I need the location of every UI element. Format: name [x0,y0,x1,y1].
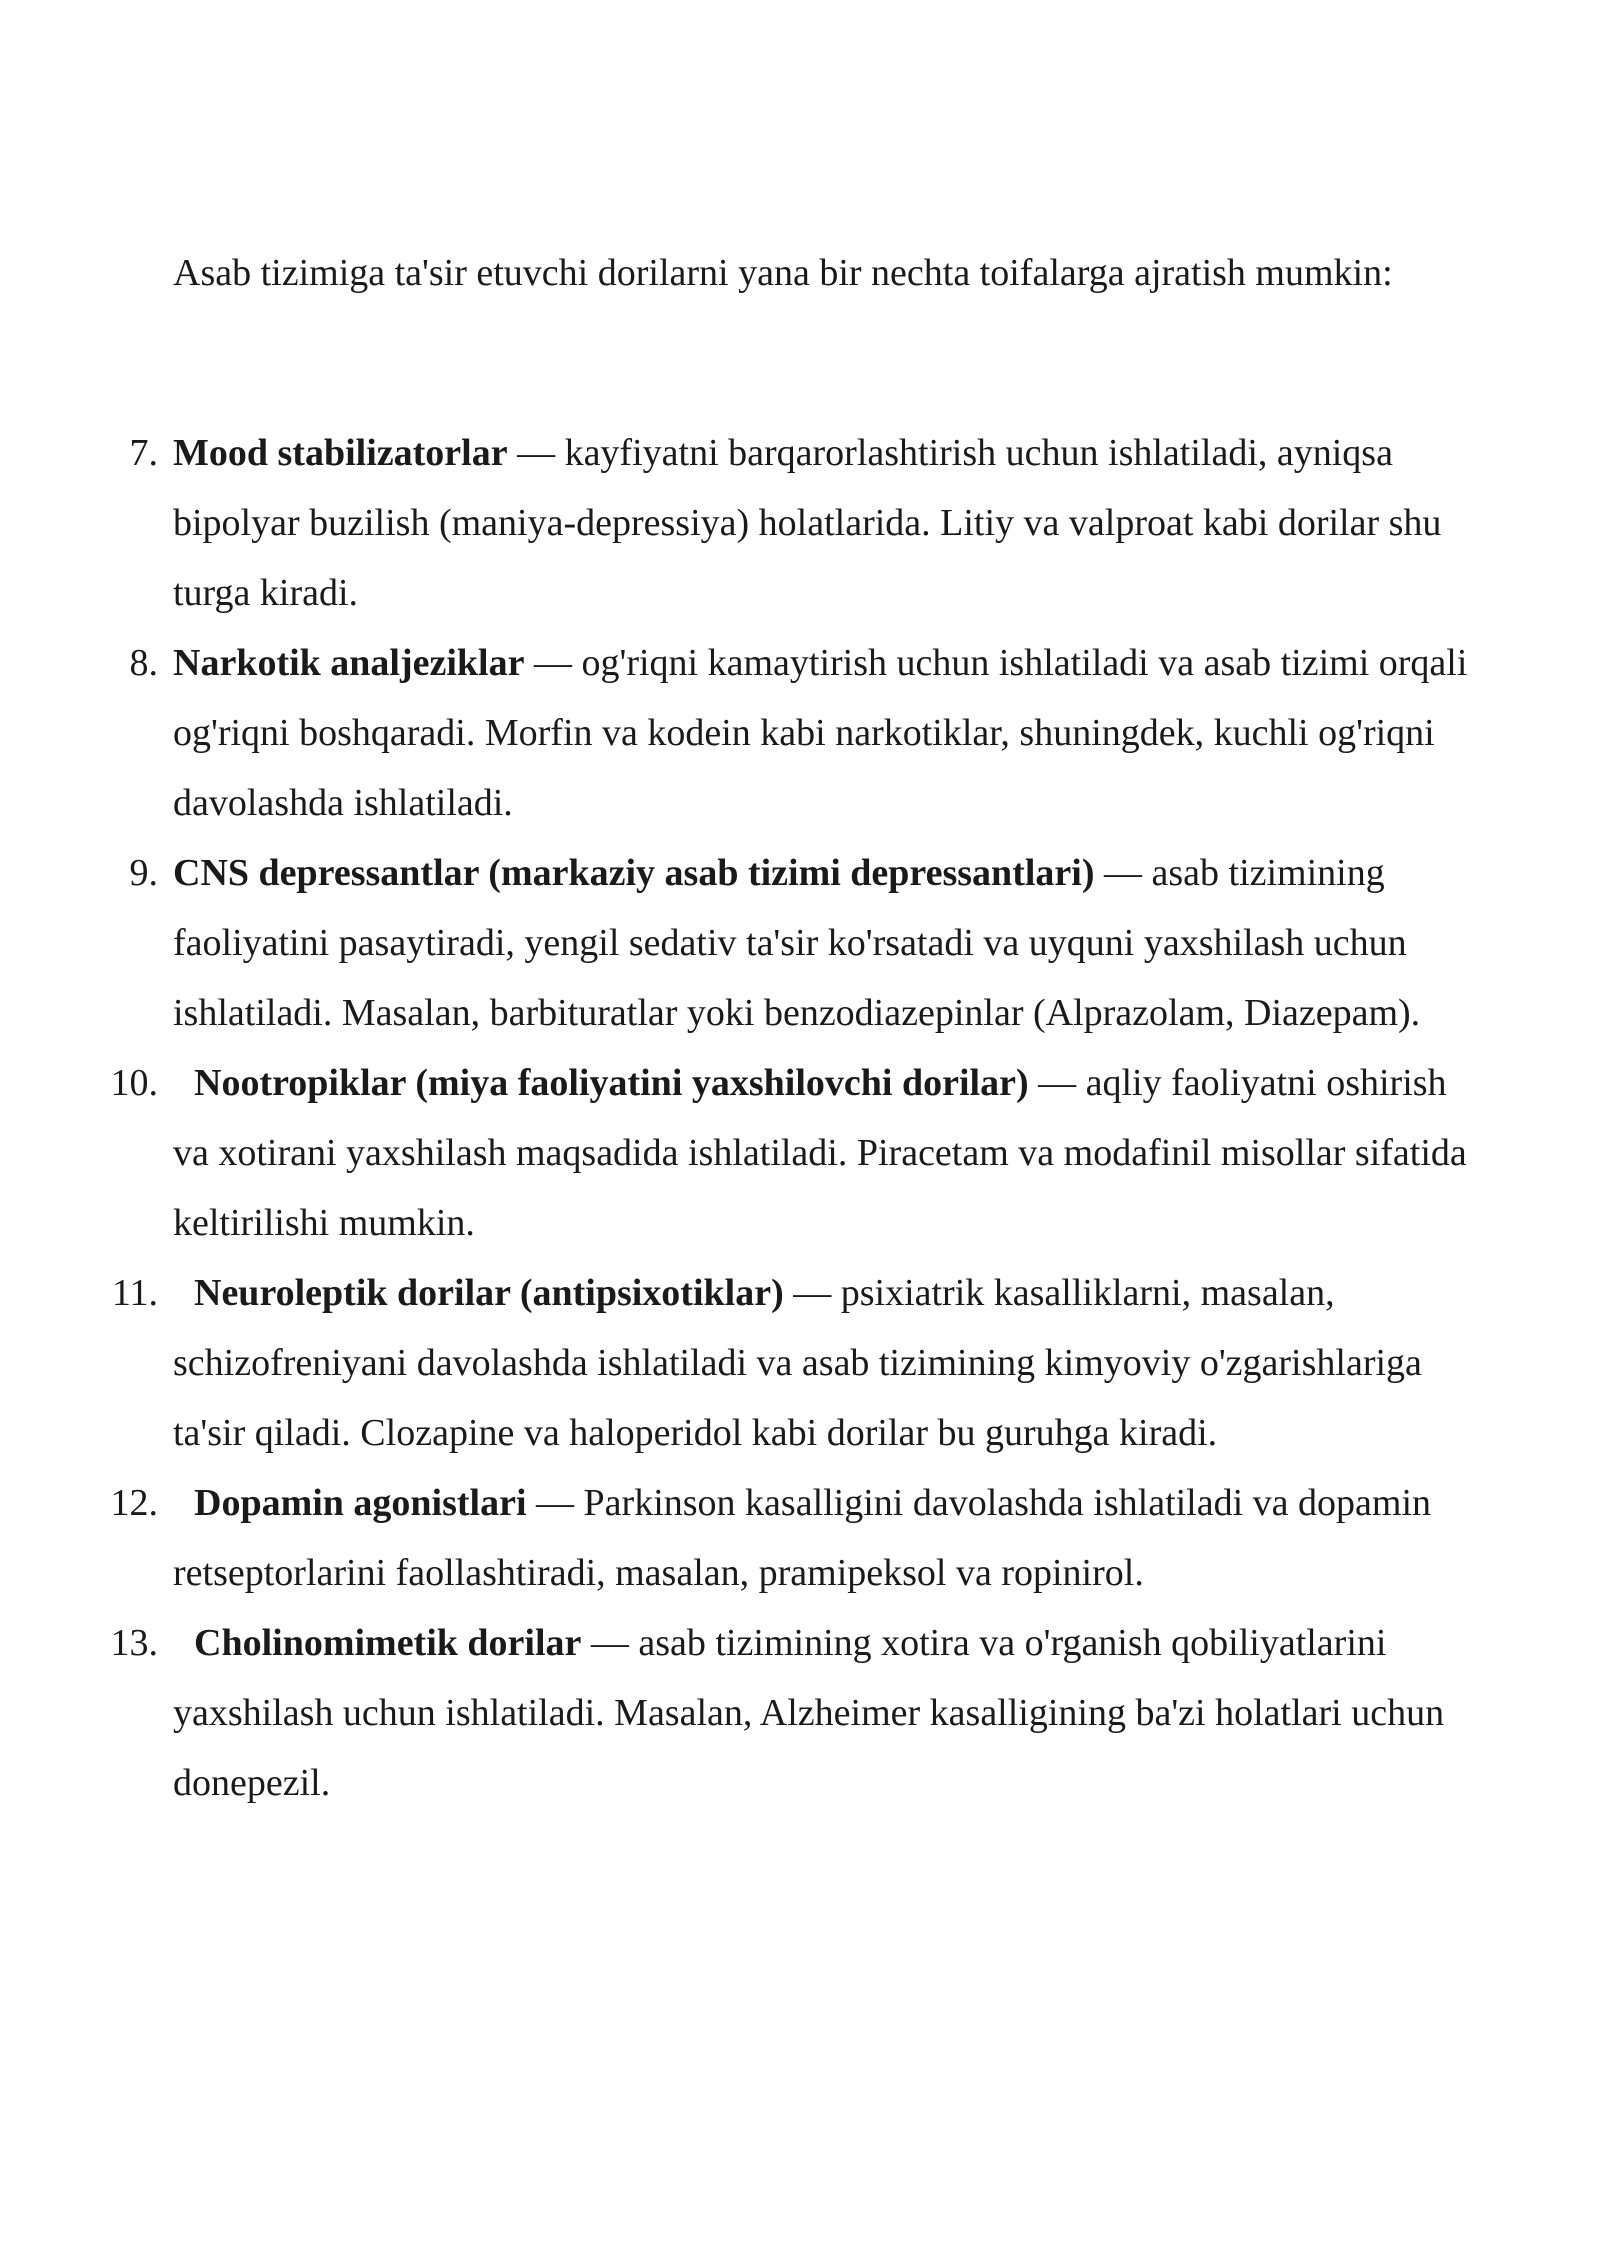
list-item-term: Narkotik analjeziklar [173,642,525,684]
list-item-body [173,418,1470,628]
list-item-body [173,838,1470,1048]
list-item [0,1258,1600,1468]
list-item-body [173,1048,1470,1258]
list-item [0,1608,1600,1818]
list-item-body [173,1468,1470,1608]
list-item-term: Mood stabilizatorlar [173,432,508,474]
list-item-number: 12. [110,1482,158,1524]
list-item-text: — psixiatrik kasalliklarni, masalan, schizofreniyani davolashda ishlatiladi va asab tizimining kimyoviy o'zgarishlariga ta'sir qiladi. Clozapine va haloperidol kabi dorilar bu guruhga kiradi. [173,1272,1422,1454]
list-item-number: 10. [110,1062,158,1104]
list-item-number: 8. [129,642,158,684]
list-item-term: Cholinomimetik dorilar [194,1622,582,1664]
list-item [0,1468,1600,1608]
list-item [0,838,1600,1048]
list-item-text: — kayfiyatni barqarorlashtirish uchun ishlatiladi, ayniqsa bipolyar buzilish (maniya-depressiya) holatlarida. Litiy va valproat kabi dorilar shu turga kiradi. [173,432,1442,614]
list-item-number: 11. [111,1272,158,1314]
drug-category-list [0,418,1600,1818]
list-item-text: — og'riqni kamaytirish uchun ishlatiladi va asab tizimi orqali og'riqni boshqaradi. Morfin va kodein kabi narkotiklar, shuningdek, kuchli og'riqni davolashda ishlatiladi. [173,642,1468,824]
list-item [0,628,1600,838]
list-item-text: — asab tizimining faoliyatini pasaytiradi, yengil sedativ ta'sir ko'rsatadi va uyquni yaxshilash uchun ishlatiladi. Masalan, barbituratlar yoki benzodiazepinlar (Alprazolam, Diazepam). [173,852,1421,1034]
list-item-term: Neuroleptik dorilar (antipsixotiklar) [194,1272,784,1314]
list-item-number: 9. [129,852,158,894]
list-item [0,1048,1600,1258]
list-item-term: CNS depressantlar (markaziy asab tizimi depressantlari) [173,852,1095,894]
list-item-term: Dopamin agonistlari [194,1482,527,1524]
list-item-text: — Parkinson kasalligini davolashda ishlatiladi va dopamin retseptorlarini faollashtiradi, masalan, pramipeksol va ropinirol. [173,1482,1432,1594]
list-item-text: — aqliy faoliyatni oshirish va xotirani yaxshilash maqsadida ishlatiladi. Piracetam va modafinil misollar sifatida keltirilishi mumkin. [173,1062,1467,1244]
list-item [0,418,1600,628]
intro-paragraph: Asab tizimiga ta'sir etuvchi dorilarni yana bir nechta toifalarga ajratish mumkin: [173,252,1393,294]
list-item-number: 7. [129,432,158,474]
list-item-text: — asab tizimining xotira va o'rganish qobiliyatlarini yaxshilash uchun ishlatiladi. Masalan, Alzheimer kasalligining ba'zi holatlari uchun donepezil. [173,1622,1445,1804]
list-item-body [173,628,1470,838]
list-item-body [173,1608,1470,1818]
list-item-number: 13. [110,1622,158,1664]
list-item-term: Nootropiklar (miya faoliyatini yaxshilovchi dorilar) [194,1062,1029,1104]
list-item-body [173,1258,1470,1468]
